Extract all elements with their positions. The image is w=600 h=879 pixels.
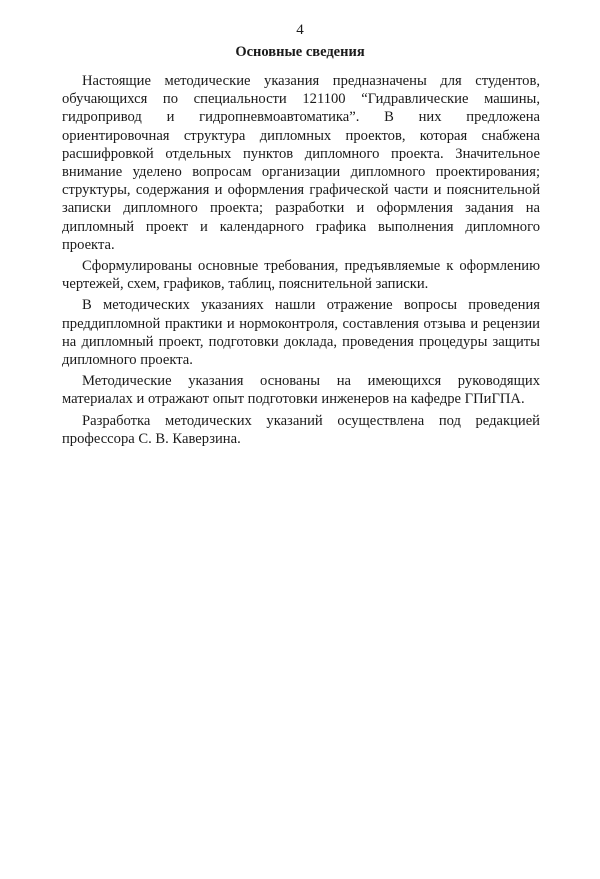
page-number: 4 bbox=[296, 22, 304, 38]
paragraph-editor: Разработка методических указаний осуществлена под редакцией профессора С. В. Каверзина. bbox=[62, 412, 540, 447]
paragraph-purpose: Настоящие методические указания предназначены для студентов, обучающихся по специальности 121100 “Гидравлические машины, гидропривод и гидропневмоавтоматика”. В них предложена ориентировочная структура дипломных проектов, которая снабжена расшифровкой отдельных пунктов дипломного проекта. Значительное внимание уделено вопросам организации дипломного проектирования; структуры, содержания и оформления графической части и пояснительной записки дипломного проекта; разработки и оформления задания на дипломный проект и календарного графика выполнения дипломного проекта. bbox=[62, 73, 540, 253]
paragraph-basis: Методические указания основаны на имеющихся руководящих материалах и отражают опыт подготовки инженеров на кафедре ГПиГПА. bbox=[62, 373, 540, 408]
paragraph-requirements: Сформулированы основные требования, предъявляемые к оформлению чертежей, схем, графиков, таблиц, пояснительной записки. bbox=[62, 258, 540, 293]
section-heading: Основные сведения bbox=[235, 44, 365, 60]
body-text bbox=[62, 72, 540, 451]
paragraph-practice: В методических указаниях нашли отражение вопросы проведения преддипломной практики и нормоконтроля, составления отзыва и рецензии на дипломный проект, подготовки доклада, проведения процедуры защиты дипломного проекта. bbox=[62, 297, 540, 369]
